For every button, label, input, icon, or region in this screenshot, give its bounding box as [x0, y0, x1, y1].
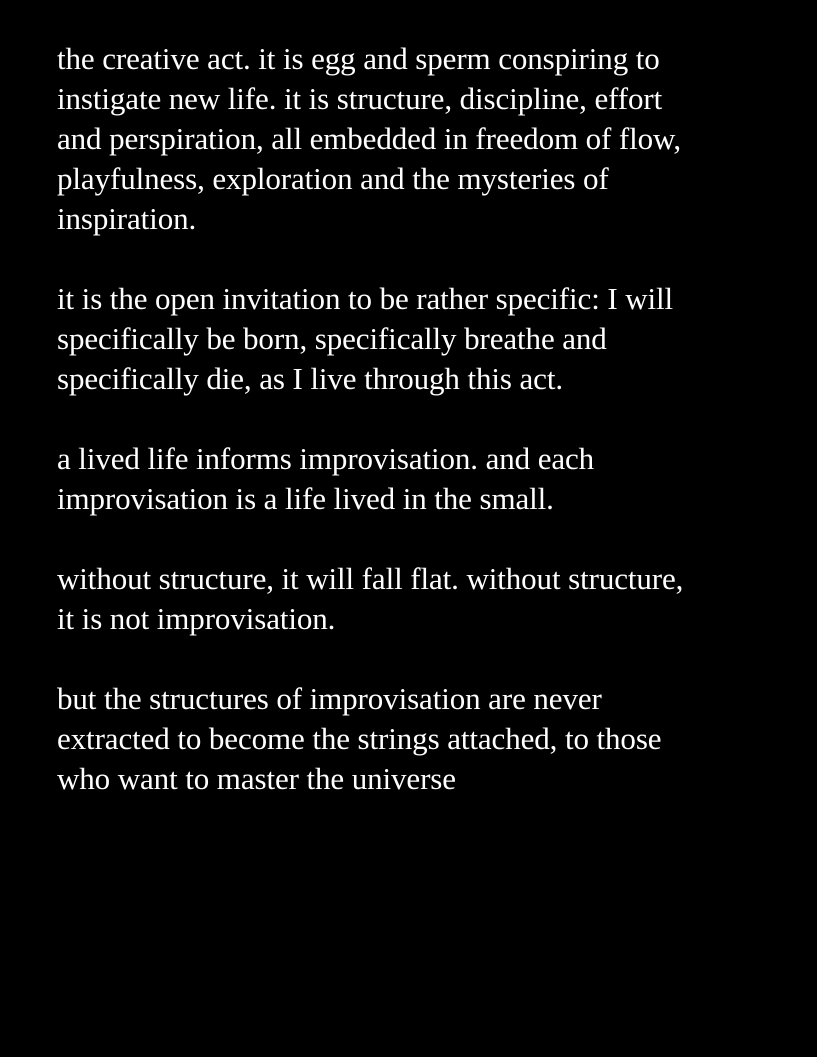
text-line: extracted to become the strings attached, to those: [57, 721, 662, 756]
text-line: and perspiration, all embedded in freedom of flow,: [57, 121, 681, 156]
text-line: instigate new life. it is structure, discipline, effort: [57, 81, 663, 116]
text-line: the creative act. it is egg and sperm conspiring to: [57, 41, 660, 76]
text-line: inspiration.: [57, 201, 197, 236]
text-line: improvisation is a life lived in the small.: [57, 481, 554, 516]
text-line: it is not improvisation.: [57, 601, 336, 636]
text-line: without structure, it will fall flat. without structure,: [57, 561, 684, 596]
text-line: playfulness, exploration and the mysteries of: [57, 161, 609, 196]
text-line: it is the open invitation to be rather specific: I will: [57, 281, 674, 316]
paragraph-1: [57, 39, 802, 239]
text-line: specifically die, as I live through this act.: [57, 361, 563, 396]
text-line: who want to master the universe: [57, 761, 456, 796]
paragraph-4: [57, 559, 802, 639]
text-line: a lived life informs improvisation. and each: [57, 441, 595, 476]
text-line: but the structures of improvisation are never: [57, 681, 602, 716]
paragraph-2: [57, 279, 802, 399]
poem-text: [57, 39, 802, 839]
text-line: specifically be born, specifically breathe and: [57, 321, 607, 356]
paragraph-5: [57, 679, 802, 799]
paragraph-3: [57, 439, 802, 519]
